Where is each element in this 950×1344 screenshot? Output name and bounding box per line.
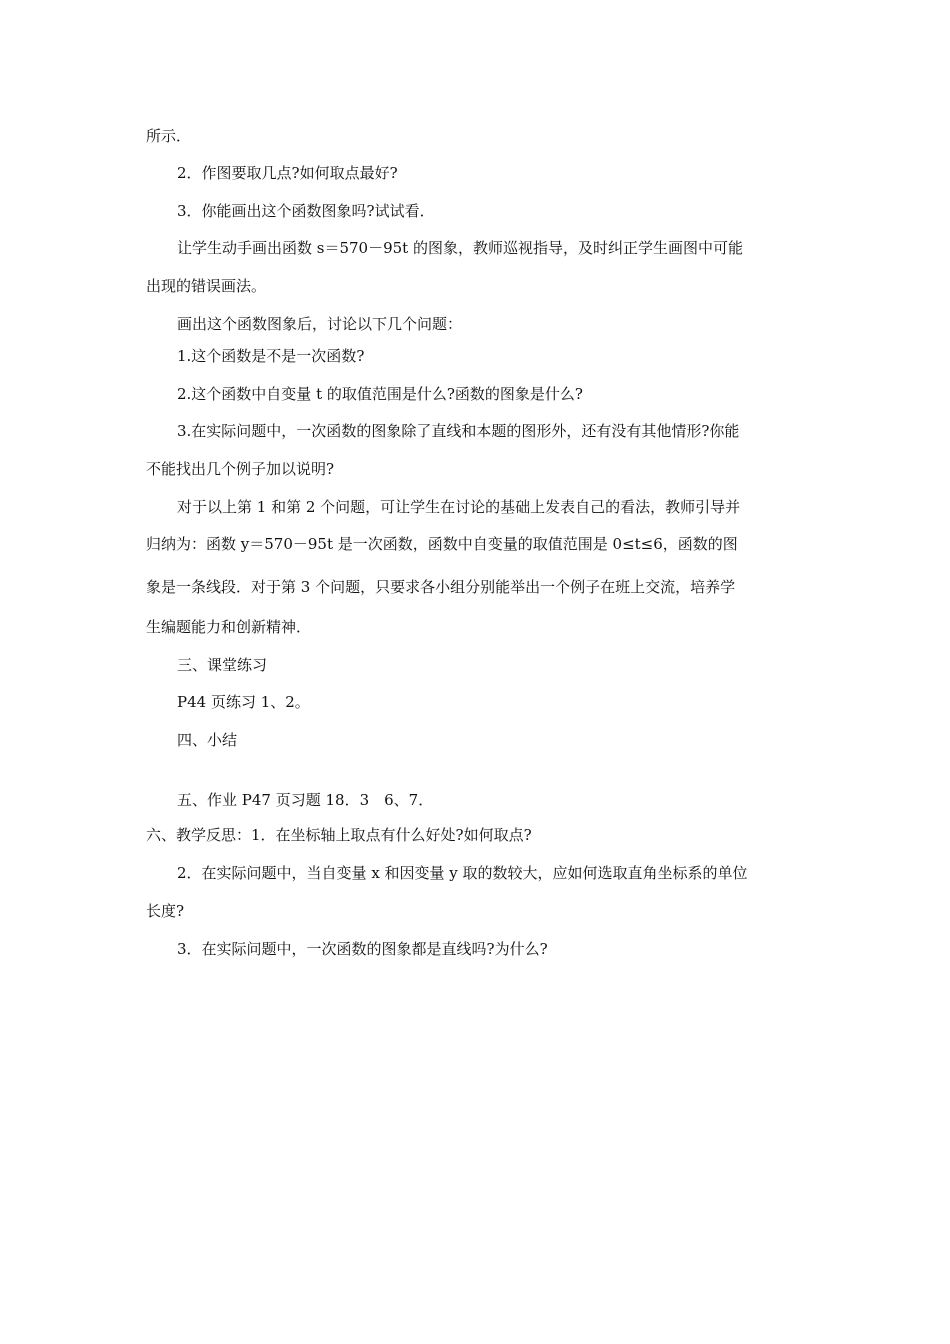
text-line-12: 归纳为：函数 y＝570－95t 是一次函数，函数中自变量的取值范围是 0≤t≤6，函数的图 (146, 535, 738, 553)
text-line-11: 对于以上第 1 和第 2 个问题，可让学生在讨论的基础上发表自己的看法，教师引导并 (177, 498, 741, 516)
text-line-6: 画出这个函数图象后，讨论以下几个问题： (177, 315, 463, 333)
section-heading-summary: 四、小结 (177, 731, 238, 749)
text-line-reflection-2: 2．在实际问题中，当自变量 x 和因变量 y 取的数较大，应如何选取直角坐标系的单位 (177, 864, 748, 882)
text-line-3: 3．你能画出这个函数图象吗?试试看． (177, 202, 435, 220)
text-line-5: 出现的错误画法。 (146, 277, 267, 295)
section-heading-practice: 三、课堂练习 (177, 656, 268, 674)
text-line-1: 所示． (146, 127, 192, 145)
text-line-practice-pages: P44 页练习 1、2。 (177, 693, 310, 711)
text-line-14: 生编题能力和创新精神． (146, 618, 312, 636)
text-line-reflection-3: 3．在实际问题中，一次函数的图象都是直线吗?为什么? (177, 940, 548, 958)
text-line-9: 3.在实际问题中，一次函数的图象除了直线和本题的图形外，还有没有其他情形?你能 (177, 422, 740, 440)
text-line-8: 2.这个函数中自变量 t 的取值范围是什么?函数的图象是什么? (177, 385, 583, 403)
text-line-13: 象是一条线段．对于第 3 个问题，只要求各小组分别能举出一个例子在班上交流，培养学 (146, 578, 736, 596)
text-line-10: 不能找出几个例子加以说明? (146, 460, 335, 478)
text-line-7: 1.这个函数是不是一次函数? (177, 347, 365, 365)
text-line-reflection-2-cont: 长度? (146, 902, 185, 920)
text-line-4: 让学生动手画出函数 s＝570－95t 的图象，教师巡视指导，及时纠正学生画图中可能 (177, 239, 743, 257)
section-heading-reflection: 六、教学反思：1．在坐标轴上取点有什么好处?如何取点? (146, 826, 532, 844)
section-heading-homework: 五、作业 P47 页习题 18．3 6、7． (177, 791, 434, 809)
text-line-2: 2．作图要取几点?如何取点最好? (177, 164, 398, 182)
